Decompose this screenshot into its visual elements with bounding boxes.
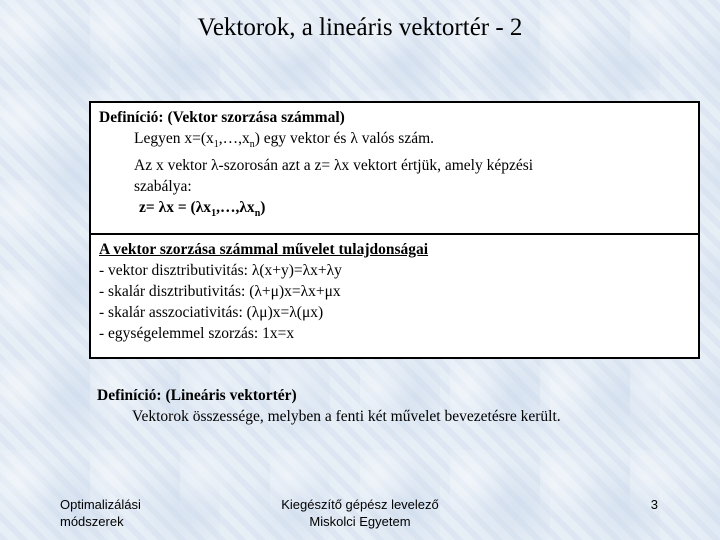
property-item: - egységelemmel szorzás: 1x=x — [99, 325, 295, 342]
definition-heading: Definíció: (Vektor szorzása számmal) — [99, 109, 345, 126]
definition-linear-space — [97, 385, 561, 427]
definition-line-2: Az x vektor λ-szorosán azt a z= λx vektort értjük, amely képzési — [134, 157, 534, 175]
definition-2-heading: Definíció: (Lineáris vektortér) — [97, 387, 297, 404]
property-item: - skalár asszociativitás: (λμ)x=λ(μx) — [99, 304, 324, 321]
footer-institution: Kiegészítő gépész levelező Miskolci Egyetem — [281, 497, 439, 529]
property-item: - vektor disztributivitás: λ(x+y)=λx+λy — [99, 262, 342, 279]
slide-title: Vektorok, a lineáris vektortér - 2 — [197, 14, 523, 41]
definition-box-vector-scaling — [89, 101, 700, 235]
property-item: - skalár disztributivitás: (λ+μ)x=λx+μx — [99, 283, 341, 300]
properties-heading: A vektor szorzása számmal művelet tulajdonságai — [99, 241, 429, 258]
definition-line-1: Legyen $x=(x_1,\dots,x_n)$ egy vektor és λ valós szám. — [134, 130, 435, 151]
footer-course: Optimalizálási módszerek — [60, 497, 141, 529]
definition-formula: $z= \lambda x = (\lambda x_1,\dots,\lambda x_n)$ — [139, 199, 266, 220]
definition-2-body: Vektorok összessége, melyben a fenti két művelet bevezetésre került. — [132, 408, 561, 425]
definition-line-3: szabálya: — [134, 178, 192, 196]
properties-box — [89, 233, 700, 359]
page-number: 3 — [650, 497, 658, 512]
